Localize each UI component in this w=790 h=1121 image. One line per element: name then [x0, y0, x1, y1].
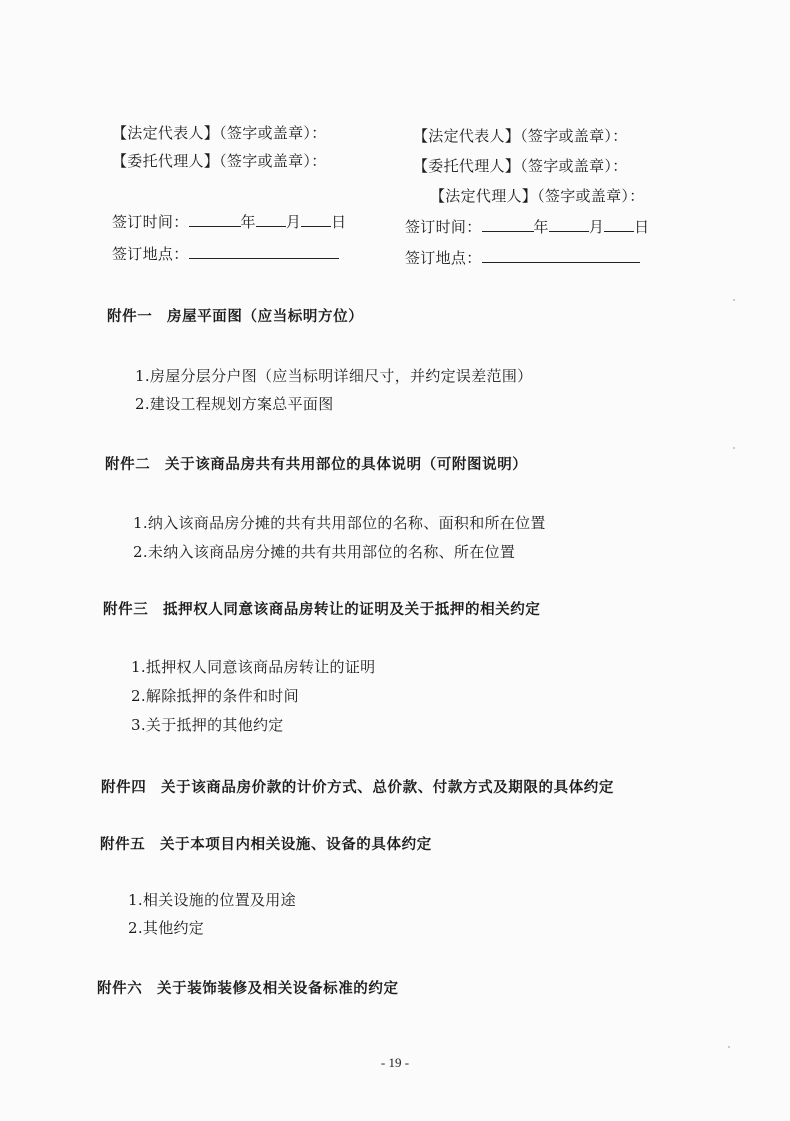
annex-2-title: 关于该商品房共有共用部位的具体说明（可附图说明） [165, 457, 528, 473]
annex-2-label: 附件二 [105, 457, 151, 473]
right-year-label: 年 [533, 218, 549, 236]
left-sign-date [112, 211, 346, 232]
annex-1-item-2: 2.建设工程规划方案总平面图 [135, 395, 334, 413]
annex-2-item-2: 2.未纳入该商品房分摊的共有共用部位的名称、所在位置 [133, 543, 516, 561]
right-sign-place [405, 247, 640, 268]
left-date-prefix: 签订时间： [112, 213, 189, 231]
right-place-prefix: 签订地点： [405, 249, 482, 267]
annex-5-title: 关于本项目内相关设施、设备的具体约定 [160, 837, 432, 853]
annex-5-label: 附件五 [100, 837, 146, 853]
annex-6-heading [97, 977, 399, 998]
left-day-blank [301, 212, 331, 227]
left-agent-label: 【委托代理人】（签字或盖章）： [112, 152, 327, 170]
annex-3-heading [103, 598, 541, 619]
annex-3-label: 附件三 [103, 602, 149, 618]
annex-4-title: 关于该商品房价款的计价方式、总价款、付款方式及期限的具体约定 [161, 780, 614, 796]
annex-3-item-1: 1.抵押权人同意该商品房转让的证明 [131, 658, 376, 676]
right-sign-date [405, 216, 649, 237]
right-year-blank [482, 217, 534, 232]
left-sign-place [112, 243, 339, 264]
left-month-blank [256, 212, 286, 227]
annex-3-item-3: 3.关于抵押的其他约定 [131, 716, 284, 734]
annex-4-label: 附件四 [101, 780, 147, 796]
scan-speck [733, 447, 735, 449]
right-month-label: 月 [588, 218, 605, 236]
annex-1-item-1: 1.房屋分层分户图（应当标明详细尺寸，并约定误差范围） [135, 367, 533, 385]
annex-3-title: 抵押权人同意该商品房转让的证明及关于抵押的相关约定 [163, 602, 541, 618]
annex-5-item-1: 1.相关设施的位置及用途 [128, 891, 296, 909]
annex-3-item-2: 2.解除抵押的条件和时间 [131, 687, 299, 705]
left-day-label: 日 [331, 213, 347, 231]
annex-1-heading [107, 305, 363, 326]
left-month-label: 月 [285, 213, 302, 231]
scan-speck [728, 1046, 730, 1048]
scan-speck [733, 299, 735, 301]
right-month-blank [549, 217, 589, 232]
annex-4-heading [101, 776, 614, 797]
left-place-blank [189, 244, 339, 259]
page-number: - 19 - [380, 1055, 410, 1070]
right-date-prefix: 签订时间： [405, 218, 482, 236]
left-legal-rep-label: 【法定代表人】（签字或盖章）： [112, 124, 327, 142]
annex-1-label: 附件一 [107, 309, 153, 325]
annex-6-title: 关于装饰装修及相关设备标准的约定 [157, 981, 399, 997]
right-place-blank [482, 248, 640, 263]
annex-2-heading [105, 453, 527, 474]
annex-5-item-2: 2.其他约定 [128, 919, 205, 937]
annex-2-item-1: 1.纳入该商品房分摊的共有共用部位的名称、面积和所在位置 [133, 514, 546, 532]
annex-1-title: 房屋平面图（应当标明方位） [167, 309, 364, 325]
right-legal-rep-label: 【法定代表人】（签字或盖章）： [413, 127, 628, 145]
left-place-prefix: 签订地点： [112, 245, 189, 263]
left-year-blank [189, 212, 241, 227]
left-year-label: 年 [240, 213, 256, 231]
right-legal-agent-label: 【法定代理人】（签字或盖章）： [430, 187, 645, 205]
right-agent-label: 【委托代理人】（签字或盖章）： [413, 157, 628, 175]
annex-6-label: 附件六 [97, 981, 143, 997]
right-day-label: 日 [634, 218, 650, 236]
right-day-blank [604, 217, 634, 232]
annex-5-heading [100, 833, 432, 854]
